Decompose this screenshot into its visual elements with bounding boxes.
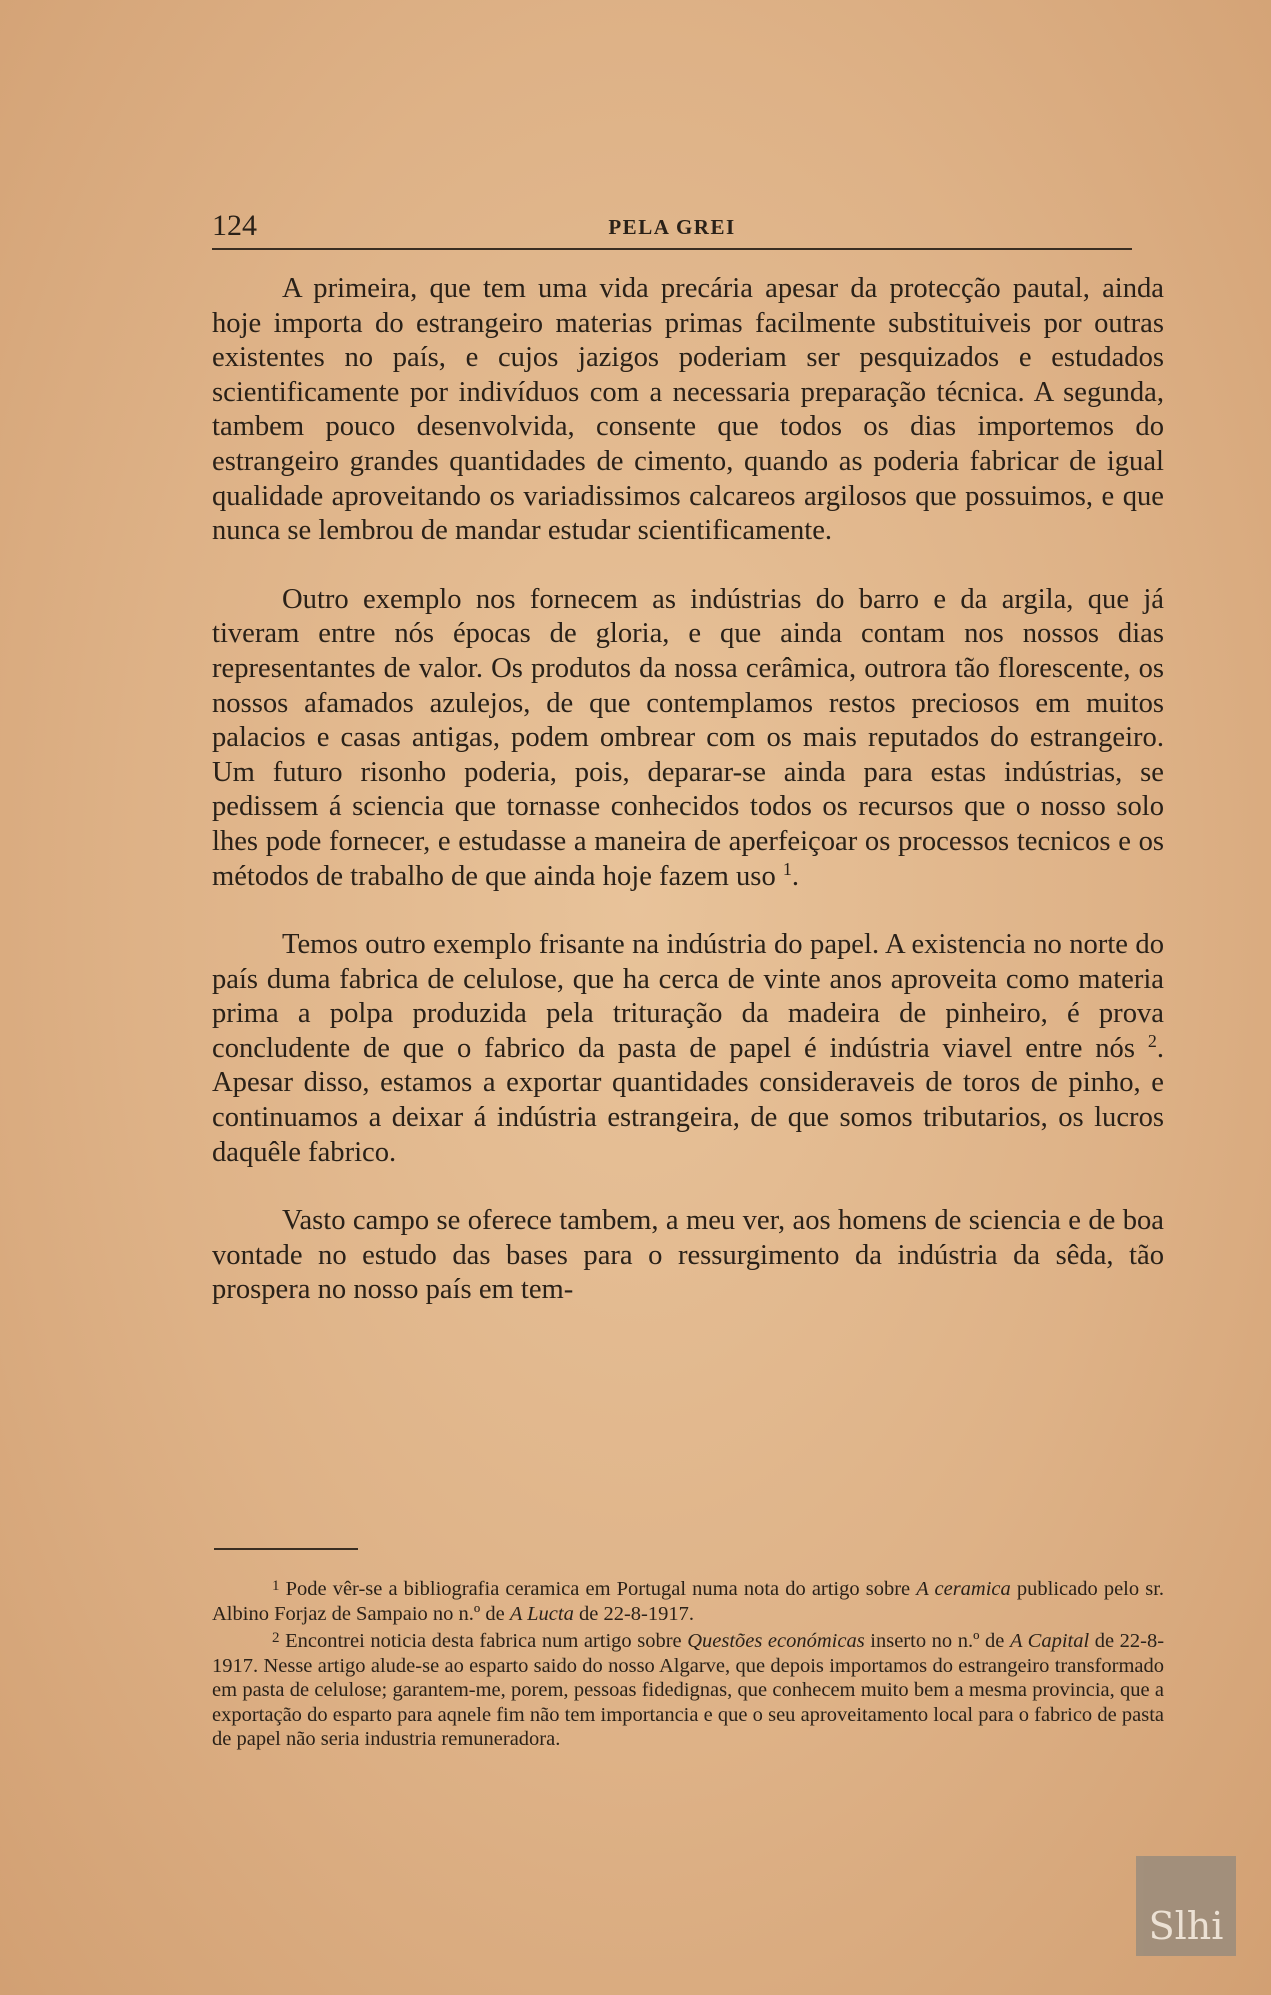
paragraph-3 xyxy=(212,928,1164,1170)
footnote-2-text-a: Encontrei noticia desta fabrica num artigo sobre xyxy=(285,1630,682,1652)
paragraph-3-text: Temos outro exemplo frisante na indústria do papel. A existencia no norte do país duma fabrica de celulose, que ha cerca de vinte anos aproveita como materia prima a polpa produzida pela trituração da madeira de pinheiro, é prova concludente de que o fabrico da pasta de papel é indústria viavel entre nós xyxy=(212,929,1164,1064)
footnote-2-italic-b: A Capital xyxy=(1009,1630,1090,1652)
footnotes xyxy=(212,1574,1164,1752)
footnote-1-text-a: Pode vêr-se a bibliografia ceramica em Portugal numa nota do artigo sobre xyxy=(285,1578,911,1600)
page-header xyxy=(212,206,1132,250)
footnote-ref-1: 1 xyxy=(782,858,792,879)
footnote-ref-2: 2 xyxy=(1147,1030,1157,1051)
footnote-1-italic-a: A ceramica xyxy=(916,1578,1011,1600)
footnote-1-mark: 1 xyxy=(272,1578,280,1594)
footnote-1-italic-b: A Lucta xyxy=(509,1602,574,1625)
running-title: PELA GREI xyxy=(608,215,736,239)
footnote-2-mark: 2 xyxy=(272,1630,280,1646)
paragraph-2-text: Outro exemplo nos fornecem as indústrias do barro e da argila, que já tiveram entre nós épocas de gloria, e que ainda contam nos nossos dias representantes de valor. Os produtos da nossa cerâmica, outrora tão florescente, os nossos afamados azulejos, de que contemplamos restos preciosos em muitos palacios e casas antigas, podem ombrear com os mais reputados do estrangeiro. Um futuro risonho poderia, pois, deparar-se ainda para estas indústrias, se pedissem á sciencia que tornasse conhecidos todos os recursos que o nosso solo lhes pode fornecer, e estudasse a maneira de aperfeiçoar os processos tecnicos e os métodos de trabalho de que ainda hoje fazem uso xyxy=(212,583,1164,892)
footnote-2-text-b: inserto no n.º de xyxy=(870,1630,1005,1652)
footnote-1-text-c: de 22-8-1917. xyxy=(578,1602,694,1625)
footnote-1 xyxy=(212,1574,1164,1626)
page-number: 124 xyxy=(212,209,257,242)
main-text xyxy=(212,272,1164,1342)
footnote-1-text-b: publicado pelo sr. Albino Forjaz de Sampaio no n.º de xyxy=(212,1578,1165,1625)
paragraph-2 xyxy=(212,583,1164,894)
paragraph-2-end: . xyxy=(791,860,800,892)
watermark-logo: Slhi xyxy=(1136,1856,1236,1956)
paragraph-3-tail: . Apesar disso, estamos a exportar quantidades consideraveis de toros de pinho, e continuamos a deixar á indústria estrangeira, de que somos tributarios, os lucros daquêle fabrico. xyxy=(212,1032,1164,1168)
footnote-2 xyxy=(212,1626,1164,1752)
footnote-rule xyxy=(214,1548,358,1550)
footnote-2-italic-a: Questões económicas xyxy=(687,1630,865,1652)
paragraph-1: A primeira, que tem uma vida precária apesar da protecção pautal, ainda hoje importa do estrangeiro materias primas facilmente substituiveis por outras existentes no país, e cujos jazigos poderiam ser pesquizados e estudados scientificamente por indivíduos com a necessaria preparação técnica. A segunda, tambem pouco desenvolvida, consente que todos os dias importemos do estrangeiro grandes quantidades de cimento, quando as poderia fabricar de igual qualidade aproveitando os variadissimos calcareos argilosos que possuimos, e que nunca se lembrou de mandar estudar scientificamente. xyxy=(212,273,1164,547)
footnote-2-text-c: de 22-8-1917. Nesse artigo alude-se ao esparto saido do nosso Algarve, que depois importamos do estrangeiro transformado em pasta de celulose; garantem-me, porem, pessoas fidedignas, que conhecem muito bem a mesma provincia, que a exportação do esparto para aqnele fim não tem importancia e que o seu aproveitamento local para o fabrico de pasta de papel não seria industria remuneradora. xyxy=(212,1630,1165,1750)
paragraph-4: Vasto campo se oferece tambem, a meu ver, aos homens de sciencia e de boa vontade no estudo das bases para o ressurgimento da indústria da sêda, tão prospera no nosso país em tem- xyxy=(212,1205,1164,1306)
